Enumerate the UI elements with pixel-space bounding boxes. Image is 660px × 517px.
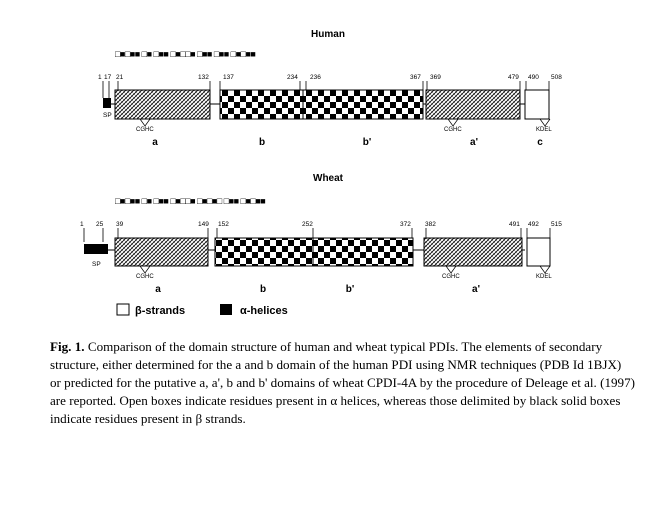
signal-peptide-label: SP [103, 112, 112, 119]
domain-label: b' [362, 137, 372, 148]
position-label: 372 [400, 221, 411, 228]
position-label: 132 [198, 74, 209, 81]
signal-peptide-label: SP [92, 261, 101, 268]
secondary-structure-row: □■□■■ □■ □■■ □■□□■ □■■ □■■ □■□■■ [115, 49, 256, 59]
domain-a-prime-box [424, 238, 522, 266]
position-label: 367 [410, 74, 421, 81]
position-label: 479 [508, 74, 519, 81]
position-label: 152 [218, 221, 229, 228]
motif-label: CGHC [136, 127, 154, 133]
position-label: 1 [98, 74, 102, 81]
motif-label: CGHC [444, 127, 462, 133]
motif-label: CGHC [442, 274, 460, 280]
domain-b-prime-box [303, 90, 423, 119]
figure-label: Fig. 1. [50, 339, 85, 354]
figure-caption [50, 338, 635, 428]
domain-c-box [527, 238, 550, 266]
domain-label: c [537, 137, 543, 148]
domain-a-box [115, 238, 208, 266]
domain-b-box [215, 238, 313, 266]
domain-label: a [152, 137, 158, 148]
legend-solid-box-icon [220, 304, 232, 315]
panel-human [98, 29, 562, 148]
position-label: 369 [430, 74, 441, 81]
position-label: 17 [104, 74, 112, 81]
position-label: 25 [96, 221, 104, 228]
panel-title: Human [311, 29, 345, 40]
position-label: 137 [223, 74, 234, 81]
position-label: 234 [287, 74, 298, 81]
panel-title: Wheat [313, 173, 343, 184]
domain-b-prime-box [313, 238, 413, 266]
position-label: 382 [425, 221, 436, 228]
domain-c-box [525, 90, 549, 119]
position-label: 21 [116, 74, 124, 81]
position-label: 492 [528, 221, 539, 228]
domain-label: b [259, 284, 267, 295]
domain-b-box [220, 90, 303, 119]
domain-label: a' [472, 284, 480, 295]
domain-label: b' [345, 284, 355, 295]
signal-peptide-block [103, 98, 111, 108]
secondary-structure-row: □■□■■ □■ □■■ □■□□■ □■□■□ □■■ □■□■■ [115, 196, 266, 206]
position-label: 149 [198, 221, 209, 228]
position-label: 515 [551, 221, 562, 228]
legend-open-label: β-strands [135, 305, 186, 317]
signal-peptide-block [84, 244, 108, 254]
legend [117, 304, 288, 317]
domain-a-prime-box [426, 90, 520, 119]
motif-label: CGHC [136, 274, 154, 280]
position-label: 1 [80, 221, 84, 228]
position-label: 39 [116, 221, 124, 228]
domain-label: b [258, 137, 266, 148]
legend-open-box-icon [117, 304, 129, 315]
legend-solid-label: α-helices [240, 305, 288, 317]
position-label: 252 [302, 221, 313, 228]
panel-wheat [80, 173, 562, 295]
domain-label: a' [470, 137, 478, 148]
motif-label: KDEL [536, 127, 552, 133]
motif-label: KDEL [536, 274, 552, 280]
position-label: 491 [509, 221, 520, 228]
domain-label: a [155, 284, 161, 295]
residue-positions [80, 221, 562, 228]
position-label: 508 [551, 74, 562, 81]
motif-markers [140, 119, 550, 126]
position-label: 490 [528, 74, 539, 81]
residue-positions [98, 74, 562, 81]
domain-a-box [115, 90, 210, 119]
motif-markers [140, 266, 550, 273]
caption-text: Comparison of the domain structure of human and wheat typical PDIs. The elements of secondary structure, either determined for the a and b domain of the human PDI using NMR techniques (PDB Id 1BJX) or predicted for the putative a, a', b and b' domains of wheat CPDI-4A by the procedure of Deleage et al. (1997) are reported. Open boxes indicate residues present in α helices, whereas those delimited by black solid boxes indicate residues present in β strands. [50, 339, 636, 426]
position-label: 236 [310, 74, 321, 81]
